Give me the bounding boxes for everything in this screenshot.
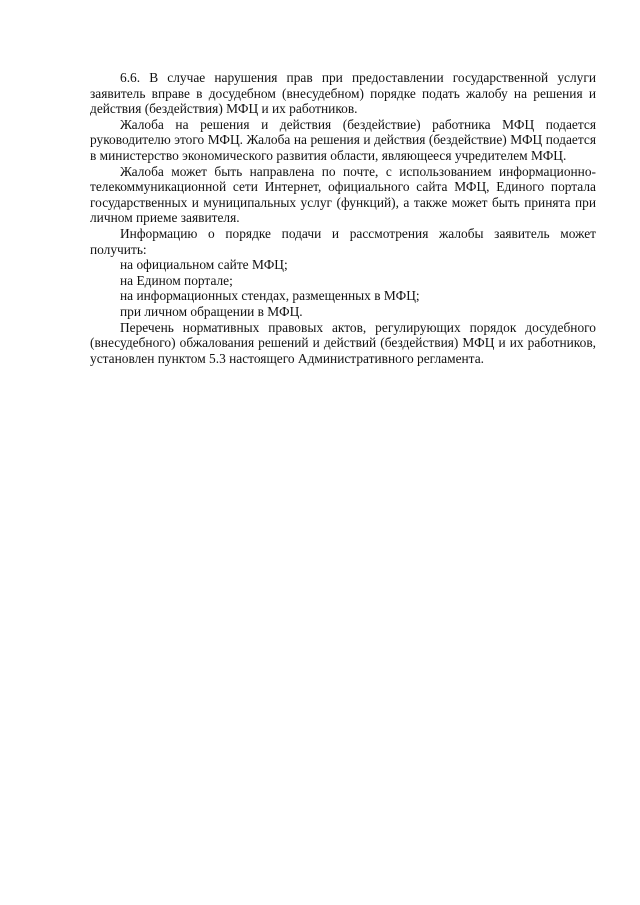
paragraph-complaint-right: 6.6. В случае нарушения прав при предоставлении государственной услуги заявитель вправе в досудебном (внесудебном) порядке подать жалобу на решения и действия (бездействия) МФЦ и их работников. xyxy=(90,70,596,117)
paragraph-complaint-addressee: Жалоба на решения и действия (бездействие) работника МФЦ подается руководителю этого МФЦ. Жалоба на решения и действия (бездействие) МФЦ подается в министерство экономического развития области, являющееся учредителем МФЦ. xyxy=(90,116,596,163)
list-item-unified-portal: на Едином портале; xyxy=(120,272,233,288)
list-item-personal-visit: при личном обращении в МФЦ. xyxy=(120,303,303,319)
list-item-official-site: на официальном сайте МФЦ; xyxy=(120,257,288,273)
paragraph-complaint-channels: Жалоба может быть направлена по почте, с использованием информационно-телекоммуникационной сети Интернет, официального сайта МФЦ, Единого портала государственных и муниципальных услуг (функций), а также может быть принята при личном приеме заявителя. xyxy=(90,163,596,226)
list-item-info-stands: на информационных стендах, размещенных в МФЦ; xyxy=(120,288,420,304)
document-body xyxy=(90,70,596,366)
paragraph-info-sources-intro: Информацию о порядке подачи и рассмотрения жалобы заявитель может получить: xyxy=(90,225,596,257)
paragraph-regulatory-acts: Перечень нормативных правовых актов, регулирующих порядок досудебного (внесудебного) обжалования решений и действий (бездействия) МФЦ и их работников, установлен пунктом 5.3 настоящего Административного регламента. xyxy=(90,319,596,366)
